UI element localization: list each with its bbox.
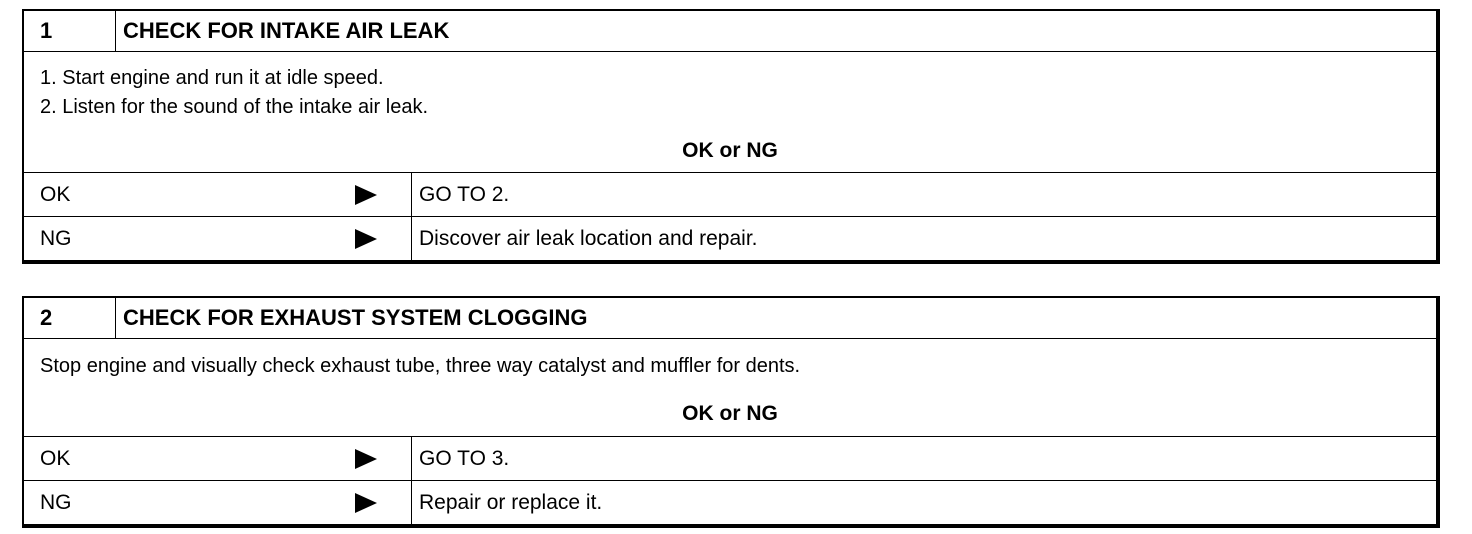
step-header	[24, 11, 1436, 52]
result-cell	[24, 437, 412, 480]
result-row-ok	[24, 173, 1436, 216]
step-title: CHECK FOR INTAKE AIR LEAK	[123, 18, 450, 43]
step-header	[24, 298, 1436, 339]
result-cell	[24, 217, 412, 260]
right-triangle-arrow-icon	[355, 229, 377, 249]
right-triangle-arrow-icon	[355, 449, 377, 469]
action-text: GO TO 3.	[419, 446, 510, 470]
result-row-ng	[24, 480, 1436, 524]
step-title: CHECK FOR EXHAUST SYSTEM CLOGGING	[123, 305, 588, 330]
action-text: Repair or replace it.	[419, 490, 603, 514]
result-label: NG	[40, 490, 72, 514]
result-cell	[24, 173, 412, 216]
result-label: OK	[40, 182, 71, 206]
action-text: Discover air leak location and repair.	[419, 226, 758, 250]
right-triangle-arrow-icon	[355, 493, 377, 513]
result-row-ng	[24, 216, 1436, 260]
step-number: 2	[24, 298, 116, 338]
step-2-table	[22, 296, 1440, 528]
instruction-line: 2. Listen for the sound of the intake air leak.	[40, 96, 429, 118]
action-text: GO TO 2.	[419, 182, 510, 206]
step-number: 1	[24, 11, 116, 51]
instruction-line: Stop engine and visually check exhaust tube, three way catalyst and muffler for dents.	[40, 355, 801, 377]
step-1-table	[22, 9, 1440, 264]
step-instructions	[24, 339, 1436, 391]
result-label: NG	[40, 226, 72, 250]
step-instructions	[24, 52, 1436, 140]
verdict-label: OK or NG	[24, 129, 1436, 173]
result-label: OK	[40, 446, 71, 470]
verdict-label: OK or NG	[24, 391, 1436, 437]
result-row-ok	[24, 437, 1436, 480]
right-triangle-arrow-icon	[355, 185, 377, 205]
result-cell	[24, 481, 412, 524]
instruction-line: 1. Start engine and run it at idle speed.	[40, 67, 384, 89]
